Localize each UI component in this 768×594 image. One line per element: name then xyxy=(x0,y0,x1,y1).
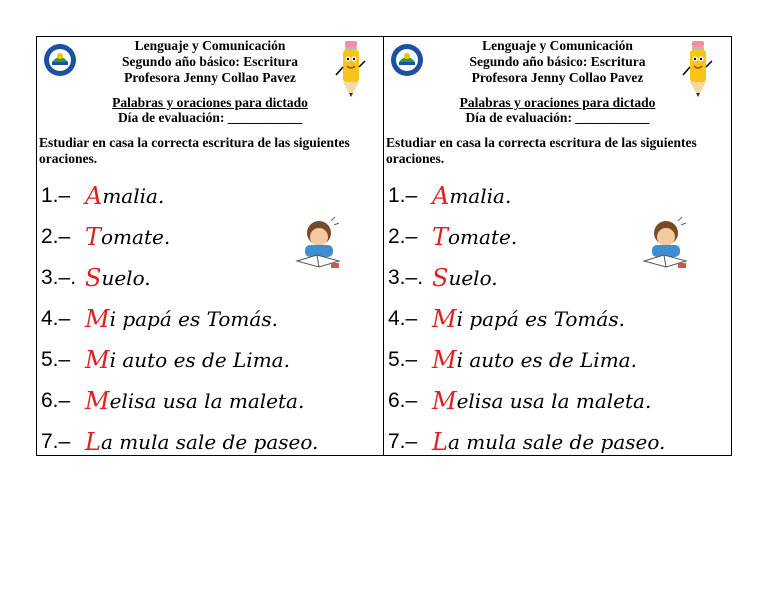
sentence-text: i auto es de Lima. xyxy=(109,347,290,372)
sentence-list xyxy=(388,175,731,462)
sentence-number: 1.– xyxy=(41,183,71,207)
sentence-item xyxy=(41,298,383,339)
sentence-initial: L xyxy=(85,427,101,456)
sentence-initial: A xyxy=(85,181,103,210)
sentence-text: elisa usa la maleta. xyxy=(109,388,305,413)
sentence-text: uelo. xyxy=(101,265,151,290)
sentence-number: 5.– xyxy=(388,347,418,371)
grade-subject: Segundo año básico: Escritura xyxy=(122,54,298,69)
sentence-item xyxy=(388,380,731,421)
sentence-initial: S xyxy=(432,263,449,292)
sentence-text: a mula sale de paseo. xyxy=(100,429,319,454)
sentence-item xyxy=(41,339,383,380)
teacher-name: Profesora Jenny Collao Pavez xyxy=(471,70,644,85)
sentence-initial: L xyxy=(432,427,448,456)
worksheet-subtitle: Palabras y oraciones para dictado xyxy=(112,95,308,110)
sentence-initial: S xyxy=(85,263,102,292)
sentence-item xyxy=(41,380,383,421)
course-title: Lenguaje y Comunicación xyxy=(134,38,286,53)
sentence-text: malia. xyxy=(102,183,165,208)
sentence-item xyxy=(388,175,731,216)
sentence-item xyxy=(388,421,731,462)
sentence-number: 4.– xyxy=(388,306,418,330)
sentence-item xyxy=(41,216,383,257)
sentence-text: malia. xyxy=(449,183,512,208)
sentence-text: i papá es Tomás. xyxy=(109,306,278,331)
worksheet xyxy=(36,36,732,456)
sentence-number: 2.– xyxy=(388,224,418,248)
sentence-text: omate. xyxy=(101,224,171,249)
sentence-initial: T xyxy=(85,222,102,251)
sentence-initial: M xyxy=(432,345,457,374)
worksheet-panel-left xyxy=(37,37,384,455)
sentence-text: omate. xyxy=(448,224,518,249)
sentence-item xyxy=(388,339,731,380)
sentence-initial: M xyxy=(85,304,110,333)
sentence-number: 4.– xyxy=(41,306,71,330)
evaluation-date-label: Día de evaluación: ___________ xyxy=(117,110,303,125)
sentence-initial: M xyxy=(85,386,110,415)
sentence-item xyxy=(41,421,383,462)
sentence-initial: T xyxy=(432,222,449,251)
sentence-item xyxy=(388,257,731,298)
sentence-text: i auto es de Lima. xyxy=(456,347,637,372)
sentence-list xyxy=(41,175,383,462)
sentence-text: uelo. xyxy=(448,265,498,290)
sentence-number: 3.–. xyxy=(41,265,77,289)
sentence-item xyxy=(388,216,731,257)
sentence-number: 5.– xyxy=(41,347,71,371)
sentence-number: 2.– xyxy=(41,224,71,248)
sentence-number: 3.–. xyxy=(388,265,424,289)
header-block xyxy=(37,38,383,86)
teacher-name: Profesora Jenny Collao Pavez xyxy=(124,70,296,85)
header-block xyxy=(384,38,731,86)
grade-subject: Segundo año básico: Escritura xyxy=(469,54,646,69)
evaluation-date-label: Día de evaluación: ___________ xyxy=(465,110,650,125)
pencil-mascot-icon xyxy=(680,39,714,101)
sentence-initial: M xyxy=(432,386,457,415)
sentence-number: 6.– xyxy=(41,388,71,412)
sentence-number: 7.– xyxy=(41,429,71,453)
instructions-text: Estudiar en casa la correcta escritura de las siguientes oraciones. xyxy=(39,135,350,166)
subtitle-block xyxy=(37,95,383,125)
course-title: Lenguaje y Comunicación xyxy=(482,38,633,53)
sentence-text: i papá es Tomás. xyxy=(456,306,625,331)
pencil-mascot-icon xyxy=(333,39,367,101)
sentence-text: elisa usa la maleta. xyxy=(456,388,652,413)
sentence-number: 7.– xyxy=(388,429,418,453)
sentence-item xyxy=(388,298,731,339)
sentence-item xyxy=(41,257,383,298)
sentence-text: a mula sale de paseo. xyxy=(447,429,666,454)
worksheet-subtitle: Palabras y oraciones para dictado xyxy=(459,95,656,110)
sentence-item xyxy=(41,175,383,216)
subtitle-block xyxy=(384,95,731,125)
instructions-text: Estudiar en casa la correcta escritura de las siguientes oraciones. xyxy=(386,135,697,166)
sentence-number: 1.– xyxy=(388,183,418,207)
sentence-number: 6.– xyxy=(388,388,418,412)
sentence-initial: M xyxy=(85,345,110,374)
worksheet-panel-right xyxy=(384,37,731,455)
sentence-initial: A xyxy=(432,181,450,210)
sentence-initial: M xyxy=(432,304,457,333)
